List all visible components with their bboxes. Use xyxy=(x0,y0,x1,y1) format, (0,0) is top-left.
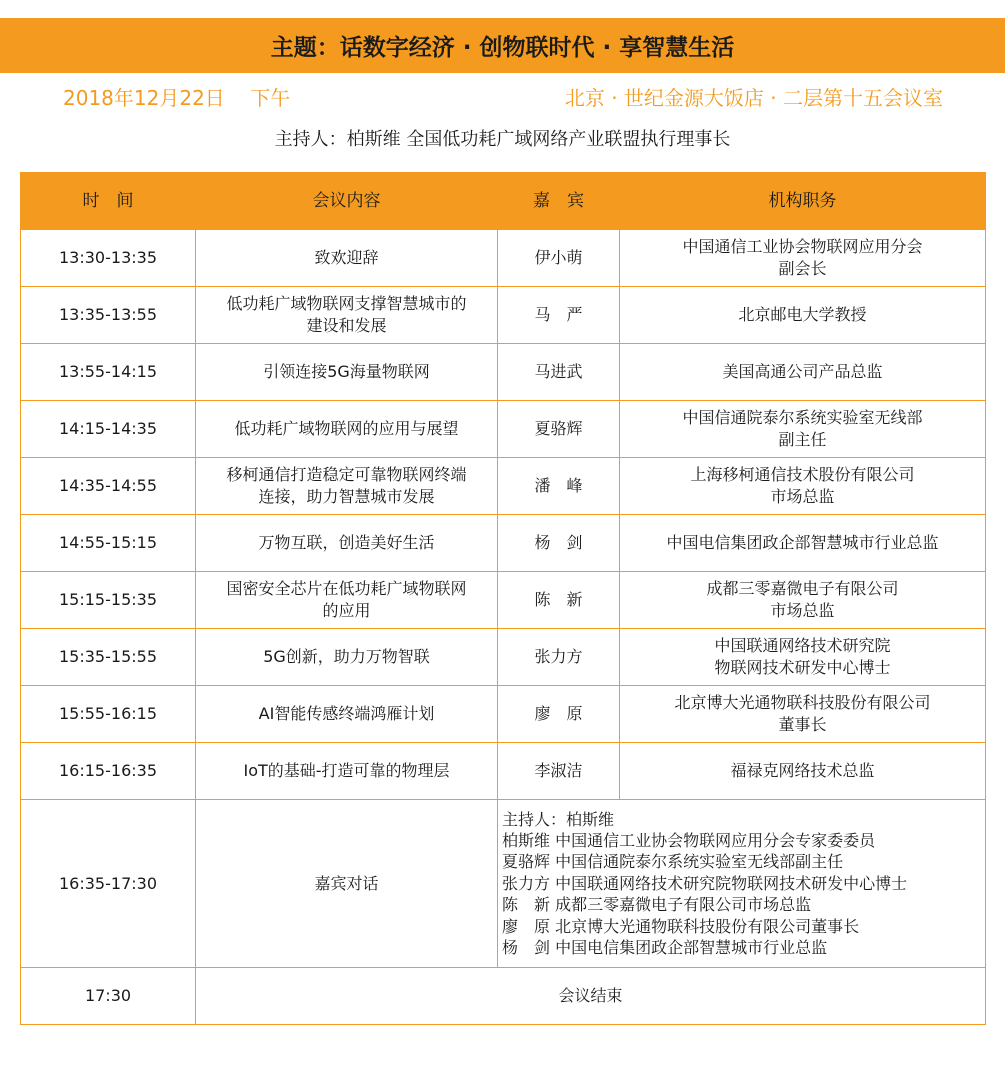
topic-line: IoT的基础-打造可靠的物理层 xyxy=(243,761,450,780)
table-row xyxy=(21,686,986,743)
column-header-guest: 嘉 宾 xyxy=(498,173,620,230)
cell-topic xyxy=(196,629,498,686)
org-line: 中国通信工业协会物联网应用分会 xyxy=(682,237,923,256)
dialogue-line: 廖 原 北京博大光通物联科技股份有限公司董事长 xyxy=(502,916,860,936)
table-row xyxy=(21,344,986,401)
dialogue-line: 张力方 中国联通网络技术研究院物联网技术研发中心博士 xyxy=(502,873,908,893)
org-line: 中国信通院泰尔系统实验室无线部 xyxy=(682,408,923,427)
org-line: 物联网技术研发中心博士 xyxy=(714,658,891,677)
theme-title: 主题：话数字经济 · 创物联时代 · 享智慧生活 xyxy=(270,35,735,61)
cell-guest: 廖 原 xyxy=(498,686,620,743)
org-line: 成都三零嘉微电子有限公司 xyxy=(706,579,899,598)
org-line: 福禄克网络技术总监 xyxy=(730,761,875,780)
cell-org xyxy=(620,458,986,515)
cell-org xyxy=(620,344,986,401)
cell-guest: 陈 新 xyxy=(498,572,620,629)
column-header-organization: 机构职务 xyxy=(620,173,986,230)
org-line: 上海移柯通信技术股份有限公司 xyxy=(690,465,915,484)
cell-time: 13:35-13:55 xyxy=(21,287,196,344)
cell-topic xyxy=(196,401,498,458)
cell-time: 16:35-17:30 xyxy=(21,800,196,968)
cell-topic xyxy=(196,572,498,629)
cell-guest: 马 严 xyxy=(498,287,620,344)
cell-org xyxy=(620,572,986,629)
cell-org xyxy=(620,401,986,458)
cell-topic xyxy=(196,458,498,515)
cell-time: 15:55-16:15 xyxy=(21,686,196,743)
cell-org xyxy=(620,287,986,344)
agenda-table xyxy=(20,172,986,1025)
table-row xyxy=(21,458,986,515)
topic-line: 建设和发展 xyxy=(306,316,387,335)
cell-guest: 杨 剑 xyxy=(498,515,620,572)
dialogue-line: 柏斯维 中国通信工业协会物联网应用分会专家委委员 xyxy=(502,830,876,850)
cell-topic: 嘉宾对话 xyxy=(196,800,498,968)
cell-org xyxy=(620,743,986,800)
cell-time: 14:55-15:15 xyxy=(21,515,196,572)
cell-time: 13:30-13:35 xyxy=(21,230,196,287)
table-row xyxy=(21,287,986,344)
table-row xyxy=(21,515,986,572)
org-line: 北京博大光通物联科技股份有限公司 xyxy=(674,693,931,712)
cell-org xyxy=(620,629,986,686)
end-row xyxy=(21,968,986,1025)
cell-org xyxy=(620,686,986,743)
org-line: 中国联通网络技术研究院 xyxy=(714,636,891,655)
cell-org xyxy=(620,515,986,572)
theme-banner xyxy=(0,18,1005,73)
table-row xyxy=(21,743,986,800)
topic-line: 连接，助力智慧城市发展 xyxy=(258,487,435,506)
cell-guest: 马进武 xyxy=(498,344,620,401)
column-header-content: 会议内容 xyxy=(196,173,498,230)
cell-end-label: 会议结束 xyxy=(196,968,986,1025)
cell-time: 13:55-14:15 xyxy=(21,344,196,401)
topic-line: 5G创新，助力万物智联 xyxy=(263,647,430,666)
org-line: 市场总监 xyxy=(770,487,835,506)
org-line: 美国高通公司产品总监 xyxy=(722,362,883,381)
cell-guest: 夏骆辉 xyxy=(498,401,620,458)
cell-org xyxy=(620,230,986,287)
org-line: 副主任 xyxy=(778,430,827,449)
cell-topic xyxy=(196,344,498,401)
cell-time: 15:35-15:55 xyxy=(21,629,196,686)
org-line: 中国电信集团政企部智慧城市行业总监 xyxy=(666,533,939,552)
cell-time: 15:15-15:35 xyxy=(21,572,196,629)
topic-line: 的应用 xyxy=(322,601,371,620)
agenda-body xyxy=(21,230,986,1025)
column-header-time: 时 间 xyxy=(21,173,196,230)
table-row xyxy=(21,572,986,629)
topic-line: 移柯通信打造稳定可靠物联网终端 xyxy=(226,465,467,484)
agenda-header-row xyxy=(21,173,986,230)
table-row xyxy=(21,629,986,686)
topic-line: 低功耗广域物联网支撑智慧城市的 xyxy=(226,294,467,313)
cell-topic xyxy=(196,743,498,800)
cell-topic xyxy=(196,230,498,287)
org-line: 北京邮电大学教授 xyxy=(738,305,867,324)
cell-guest: 李淑洁 xyxy=(498,743,620,800)
cell-guest: 潘 峰 xyxy=(498,458,620,515)
org-line: 董事长 xyxy=(778,715,827,734)
dialogue-line: 杨 剑 中国电信集团政企部智慧城市行业总监 xyxy=(502,938,828,958)
event-date: 2018年12月22日 下午 xyxy=(63,86,291,110)
topic-line: 低功耗广域物联网的应用与展望 xyxy=(234,419,459,438)
dialogue-participants xyxy=(498,800,986,968)
topic-line: 引领连接5G海量物联网 xyxy=(263,362,430,381)
cell-guest: 伊小萌 xyxy=(498,230,620,287)
cell-time: 16:15-16:35 xyxy=(21,743,196,800)
cell-topic xyxy=(196,686,498,743)
topic-line: 万物互联，创造美好生活 xyxy=(258,533,435,552)
org-line: 副会长 xyxy=(778,259,827,278)
topic-line: 致欢迎辞 xyxy=(314,248,379,267)
dialogue-line: 夏骆辉 中国信通院泰尔系统实验室无线部副主任 xyxy=(502,852,844,872)
dialogue-line: 陈 新 成都三零嘉微电子有限公司市场总监 xyxy=(502,895,812,915)
org-line: 市场总监 xyxy=(770,601,835,620)
cell-topic xyxy=(196,515,498,572)
topic-line: AI智能传感终端鸿雁计划 xyxy=(258,704,435,723)
dialogue-row xyxy=(21,800,986,968)
topic-line: 国密安全芯片在低功耗广域物联网 xyxy=(226,579,467,598)
dialogue-line: 主持人：柏斯维 xyxy=(502,809,615,829)
table-row xyxy=(21,230,986,287)
event-venue: 北京 · 世纪金源大饭店 · 二层第十五会议室 xyxy=(564,86,943,110)
cell-guest: 张力方 xyxy=(498,629,620,686)
table-row xyxy=(21,401,986,458)
cell-topic xyxy=(196,287,498,344)
cell-time: 17:30 xyxy=(21,968,196,1025)
event-host: 主持人：柏斯维 全国低功耗广域网络产业联盟执行理事长 xyxy=(274,129,731,150)
cell-time: 14:15-14:35 xyxy=(21,401,196,458)
cell-time: 14:35-14:55 xyxy=(21,458,196,515)
